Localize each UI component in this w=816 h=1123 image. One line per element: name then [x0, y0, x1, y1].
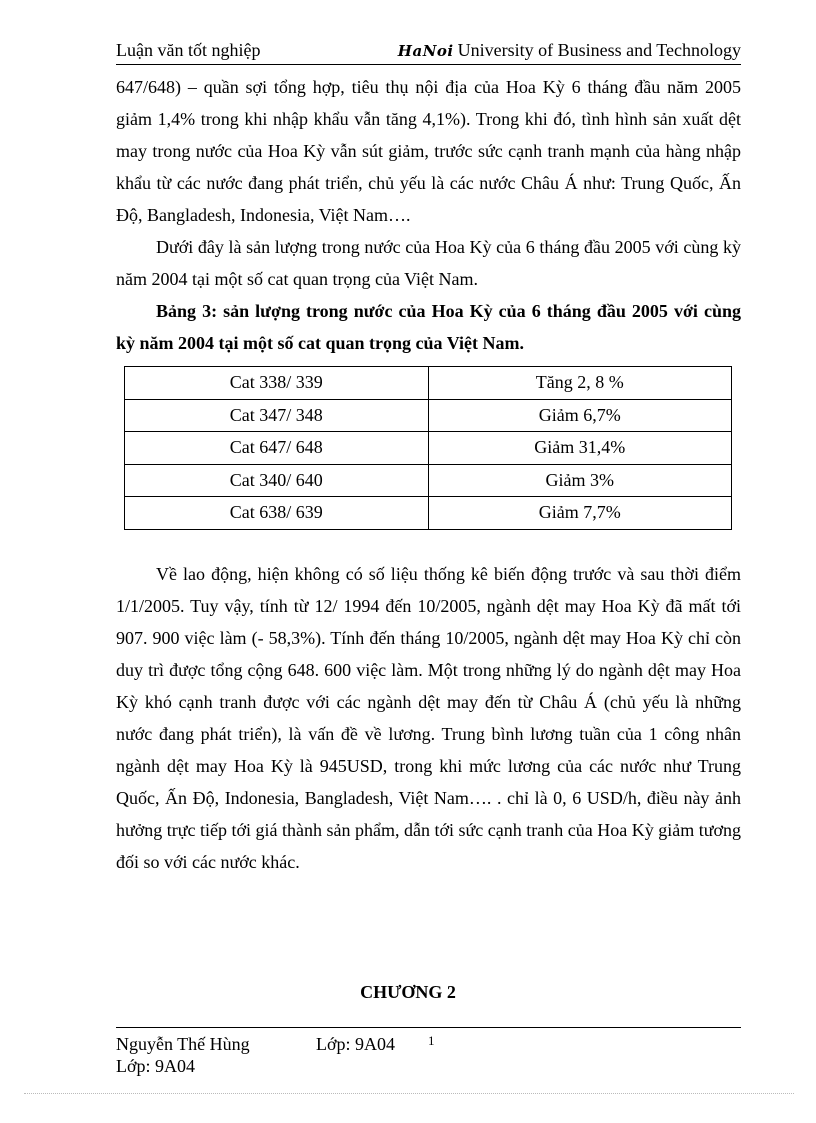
header-university-name: University of Business and Technology: [457, 40, 741, 60]
paragraph-2-text: Dưới đây là sản lượng trong nước của Hoa Kỳ của 6 tháng đầu 2005 với cùng kỳ năm 2004 tại một số cat quan trọng của Việt Nam.: [116, 237, 741, 289]
paragraph-3-text: Về lao động, hiện không có số liệu thống kê biến động trước và sau thời điểm 1/1/2005. Tuy vậy, tính từ 12/ 1994 đến 10/2005, ngành dệt may Hoa Kỳ đã mất tới 907. 900 việc làm (- 58,3%). Tính đến tháng 10/2005, ngành dệt may Hoa Kỳ chỉ còn duy trì được tổng cộng 648. 600 việc làm. Một trong những lý do ngành dệt may Hoa Kỳ khó cạnh tranh được với các ngành dệt may đến từ Châu Á (chủ yếu là những nước đang phát triển), là vấn đề về lương. Trung bình lương tuần của 1 công nhân ngành dệt may Hoa Kỳ là 945USD, trong khi mức lương của các nước như Trung Quốc, Ấn Độ, Indonesia, Bangladesh, Việt Nam…. . chỉ là 0, 6 USD/h, điều này ảnh hưởng trực tiếp tới giá thành sản phẩm, dẫn tới sức cạnh tranh của Hoa Kỳ giảm tương đối so với các nước khác.: [116, 564, 741, 872]
footer-divider: [116, 1027, 741, 1028]
table-row: [125, 399, 732, 432]
header-thesis-label: Luận văn tốt nghiệp: [116, 40, 261, 60]
table-cell-change: Tăng 2, 8 %: [428, 367, 732, 400]
footer-author: Nguyễn Thế Hùng: [116, 1034, 250, 1054]
table-row: [125, 432, 732, 465]
table-row: [125, 367, 732, 400]
chapter-heading: CHƯƠNG 2: [360, 982, 456, 1002]
table-cell-cat: Cat 347/ 348: [125, 399, 429, 432]
table-row: [125, 497, 732, 530]
table-cell-change: Giảm 7,7%: [428, 497, 732, 530]
page-header: [116, 38, 741, 65]
page-bottom-dotted-divider: [24, 1093, 794, 1094]
table-cell-cat: Cat 338/ 339: [125, 367, 429, 400]
header-university: [398, 38, 741, 63]
table-cell-change: Giảm 6,7%: [428, 399, 732, 432]
university-logo-text: HaNoi: [397, 42, 454, 60]
table-cell-cat: Cat 340/ 640: [125, 464, 429, 497]
footer-class-secondary: Lớp: 9A04: [116, 1056, 196, 1076]
production-table: [124, 366, 732, 530]
table-cell-cat: Cat 647/ 648: [125, 432, 429, 465]
table-cell-change: Giảm 31,4%: [428, 432, 732, 465]
table-caption: [116, 295, 741, 359]
paragraph-3: [116, 558, 741, 878]
table-caption-text: Bảng 3: sản lượng trong nước của Hoa Kỳ của 6 tháng đầu 2005 với cùng kỳ năm 2004 tại một số cat quan trọng của Việt Nam.: [116, 301, 741, 353]
paragraph-2: [116, 231, 741, 295]
paragraph-1-text: 647/648) – quần sợi tổng hợp, tiêu thụ nội địa của Hoa Kỳ 6 tháng đầu năm 2005 giảm 1,4% trong khi nhập khẩu vẫn tăng 4,1%). Trong khi đó, tình hình sản xuất dệt may trong nước của Hoa Kỳ vẫn sút giảm, trước sức cạnh tranh mạnh của hàng nhập khẩu từ các nước đang phát triển, chủ yếu là các nước Châu Á như: Trung Quốc, Ấn Độ, Bangladesh, Indonesia, Việt Nam….: [116, 77, 741, 225]
table-row: [125, 464, 732, 497]
paragraph-1: [116, 71, 741, 231]
table-cell-cat: Cat 638/ 639: [125, 497, 429, 530]
table-cell-change: Giảm 3%: [428, 464, 732, 497]
footer-class: Lớp: 9A04: [316, 1034, 396, 1054]
page-number: 1: [428, 1033, 435, 1048]
